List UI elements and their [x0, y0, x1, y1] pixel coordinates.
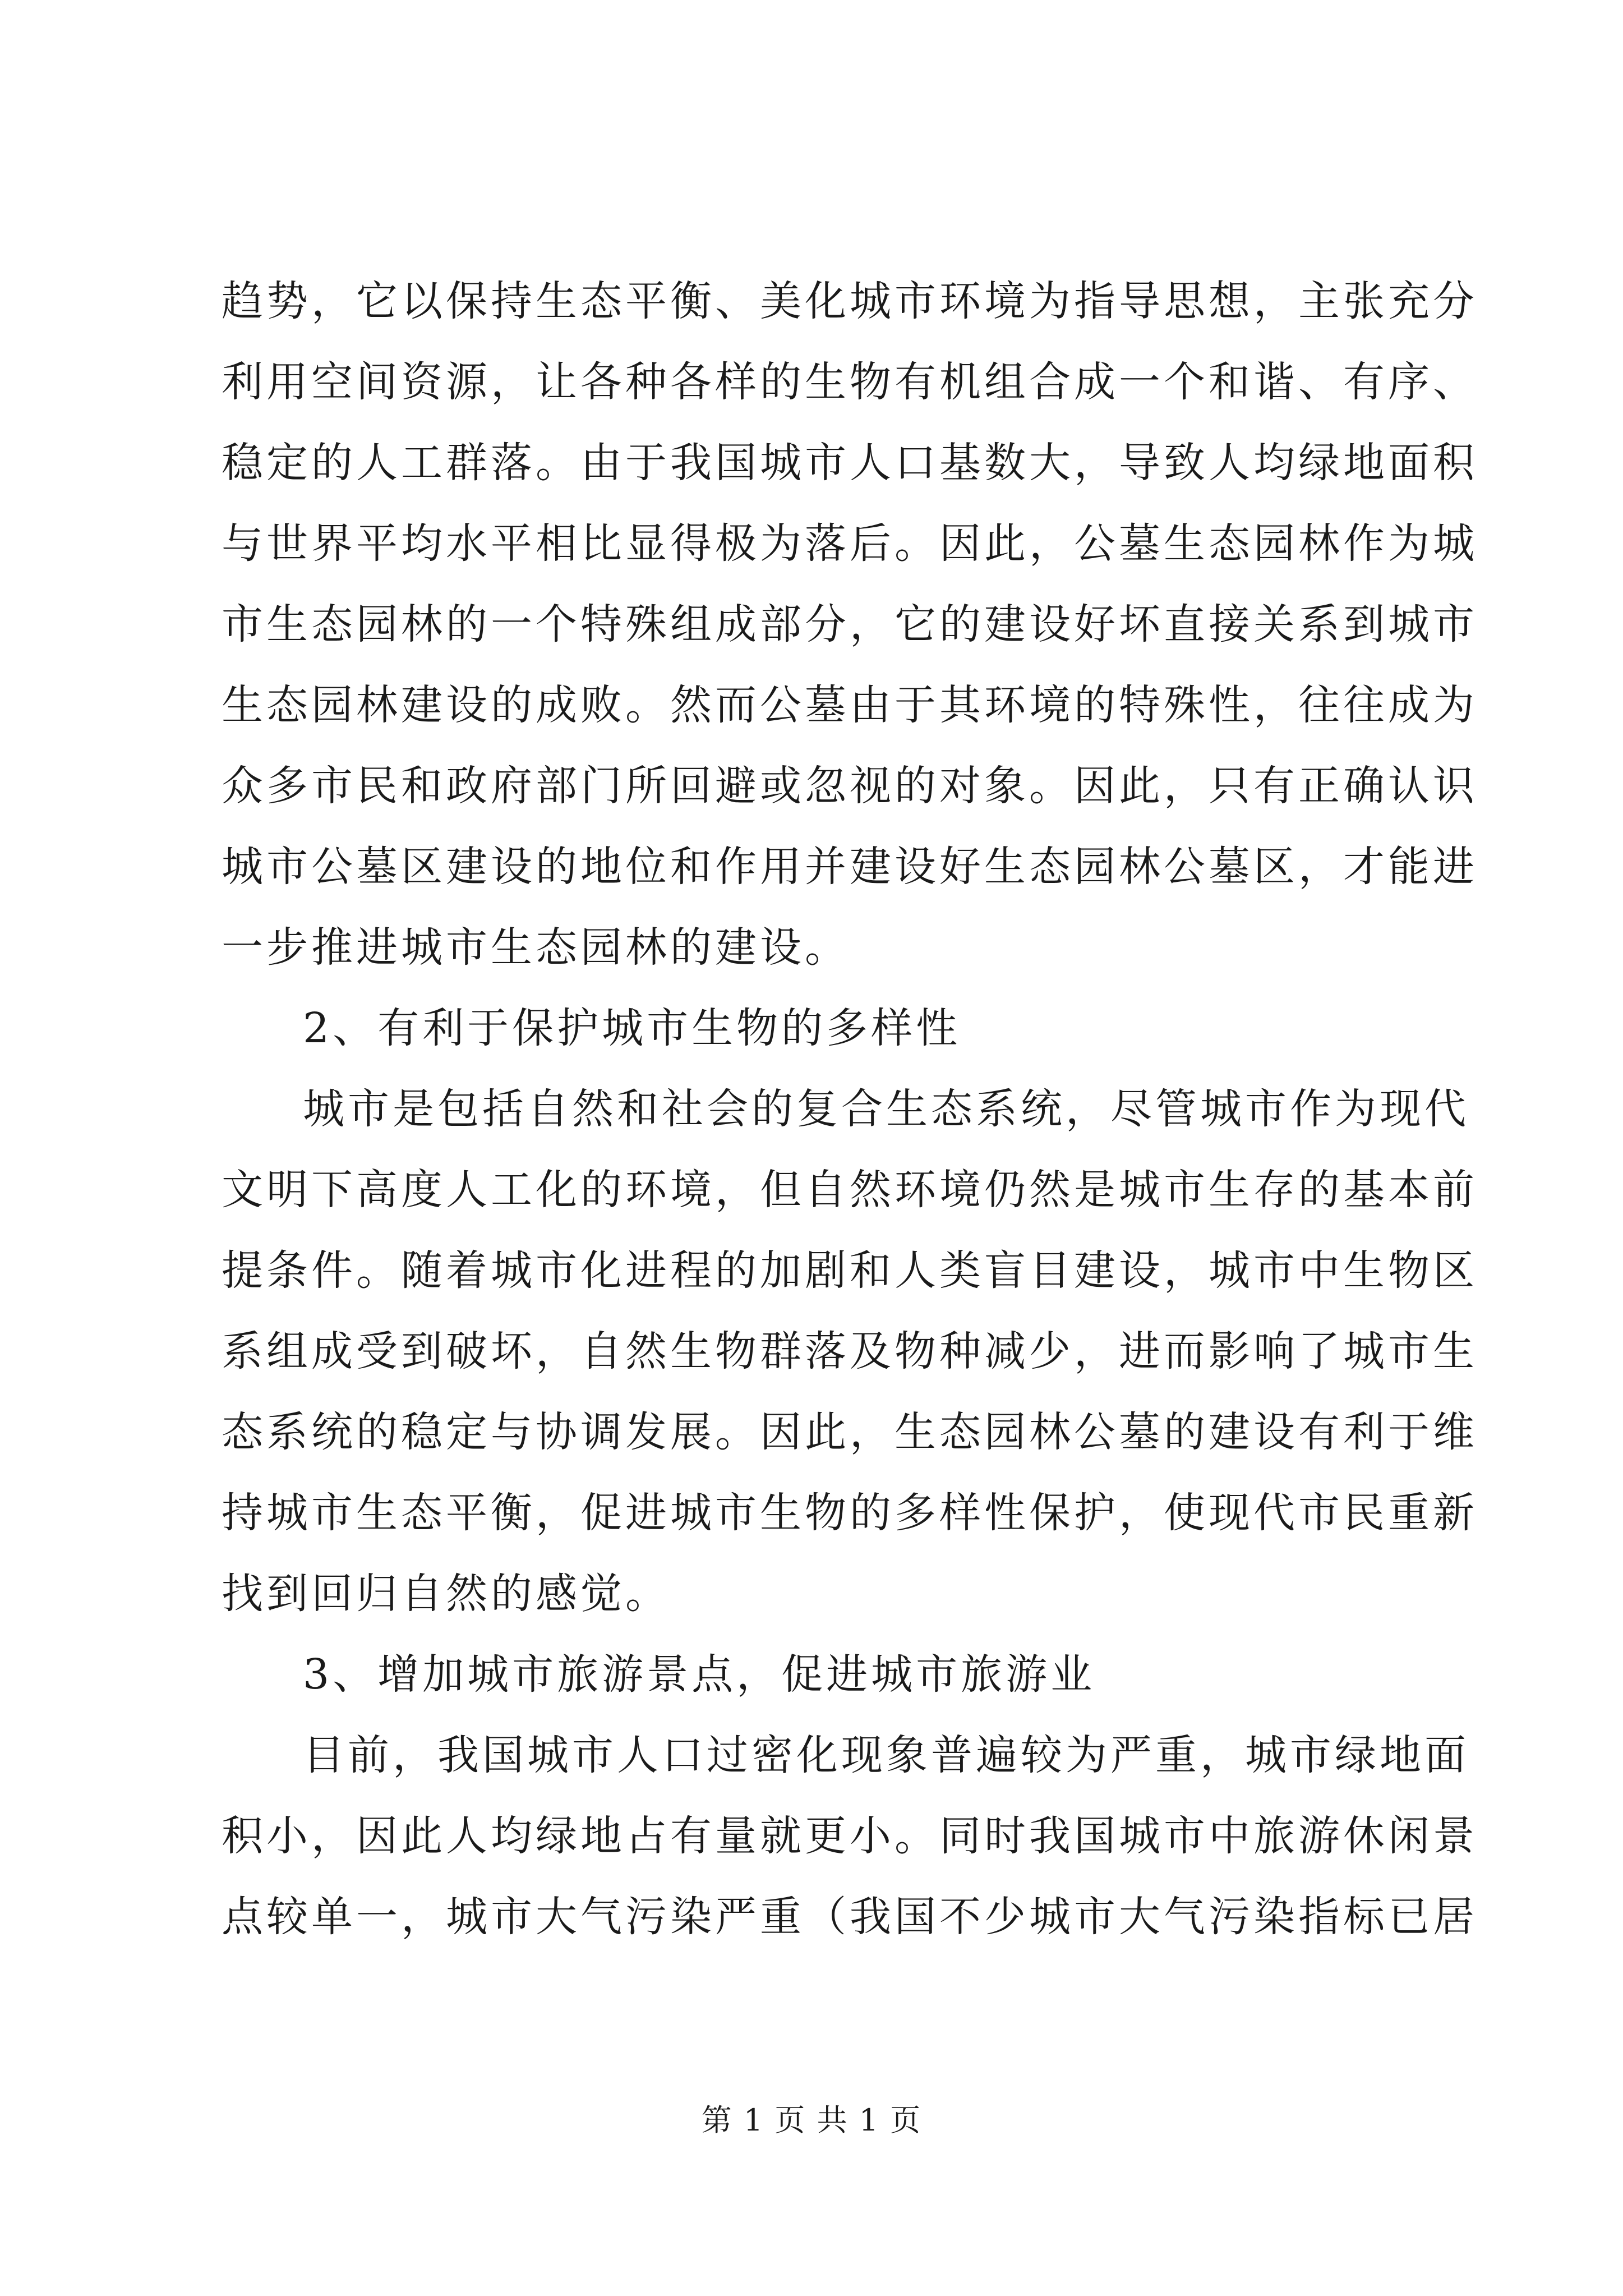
body-text-line: 城市是包括自然和社会的复合生态系统，尽管城市作为现代 — [303, 1085, 1469, 1133]
body-text-line: 一步推进城市生态园林的建设。 — [222, 923, 850, 972]
body-text-line: 利用空间资源，让各种各样的生物有机组合成一个和谐、有序、 — [222, 358, 1478, 406]
section-heading: 2、有利于保护城市生物的多样性 — [303, 1004, 961, 1052]
page-number-footer: 第 1 页 共 1 页 — [701, 2102, 922, 2138]
body-text-line: 点较单一，城市大气污染严重（我国不少城市大气污染指标已居 — [222, 1893, 1478, 1941]
body-text-line: 持城市生态平衡，促进城市生物的多样性保护，使现代市民重新 — [222, 1489, 1478, 1537]
body-text-line: 目前，我国城市人口过密化现象普遍较为严重，城市绿地面 — [303, 1731, 1469, 1779]
body-text-line: 找到回归自然的感觉。 — [222, 1570, 670, 1618]
body-text-line: 趋势，它以保持生态平衡、美化城市环境为指导思想，主张充分 — [222, 277, 1478, 325]
body-text-line: 稳定的人工群落。由于我国城市人口基数大，导致人均绿地面积 — [222, 439, 1478, 487]
body-text-line: 积小，因此人均绿地占有量就更小。同时我国城市中旅游休闲景 — [222, 1812, 1478, 1860]
body-text-line: 文明下高度人工化的环境，但自然环境仍然是城市生存的基本前 — [222, 1166, 1478, 1214]
body-text-line: 生态园林建设的成败。然而公墓由于其环境的特殊性，往往成为 — [222, 681, 1478, 729]
section-heading: 3、增加城市旅游景点，促进城市旅游业 — [303, 1650, 1096, 1699]
body-text-line: 态系统的稳定与协调发展。因此，生态园林公墓的建设有利于维 — [222, 1408, 1478, 1456]
body-text-line: 城市公墓区建设的地位和作用并建设好生态园林公墓区，才能进 — [222, 843, 1478, 891]
body-text-line: 系组成受到破坏，自然生物群落及物种减少，进而影响了城市生 — [222, 1327, 1478, 1375]
body-text-line: 提条件。随着城市化进程的加剧和人类盲目建设，城市中生物区 — [222, 1246, 1478, 1295]
body-text-line: 市生态园林的一个特殊组成部分，它的建设好坏直接关系到城市 — [222, 600, 1478, 648]
body-text-line: 与世界平均水平相比显得极为落后。因此，公墓生态园林作为城 — [222, 519, 1478, 568]
body-text-line: 众多市民和政府部门所回避或忽视的对象。因此，只有正确认识 — [222, 762, 1478, 810]
